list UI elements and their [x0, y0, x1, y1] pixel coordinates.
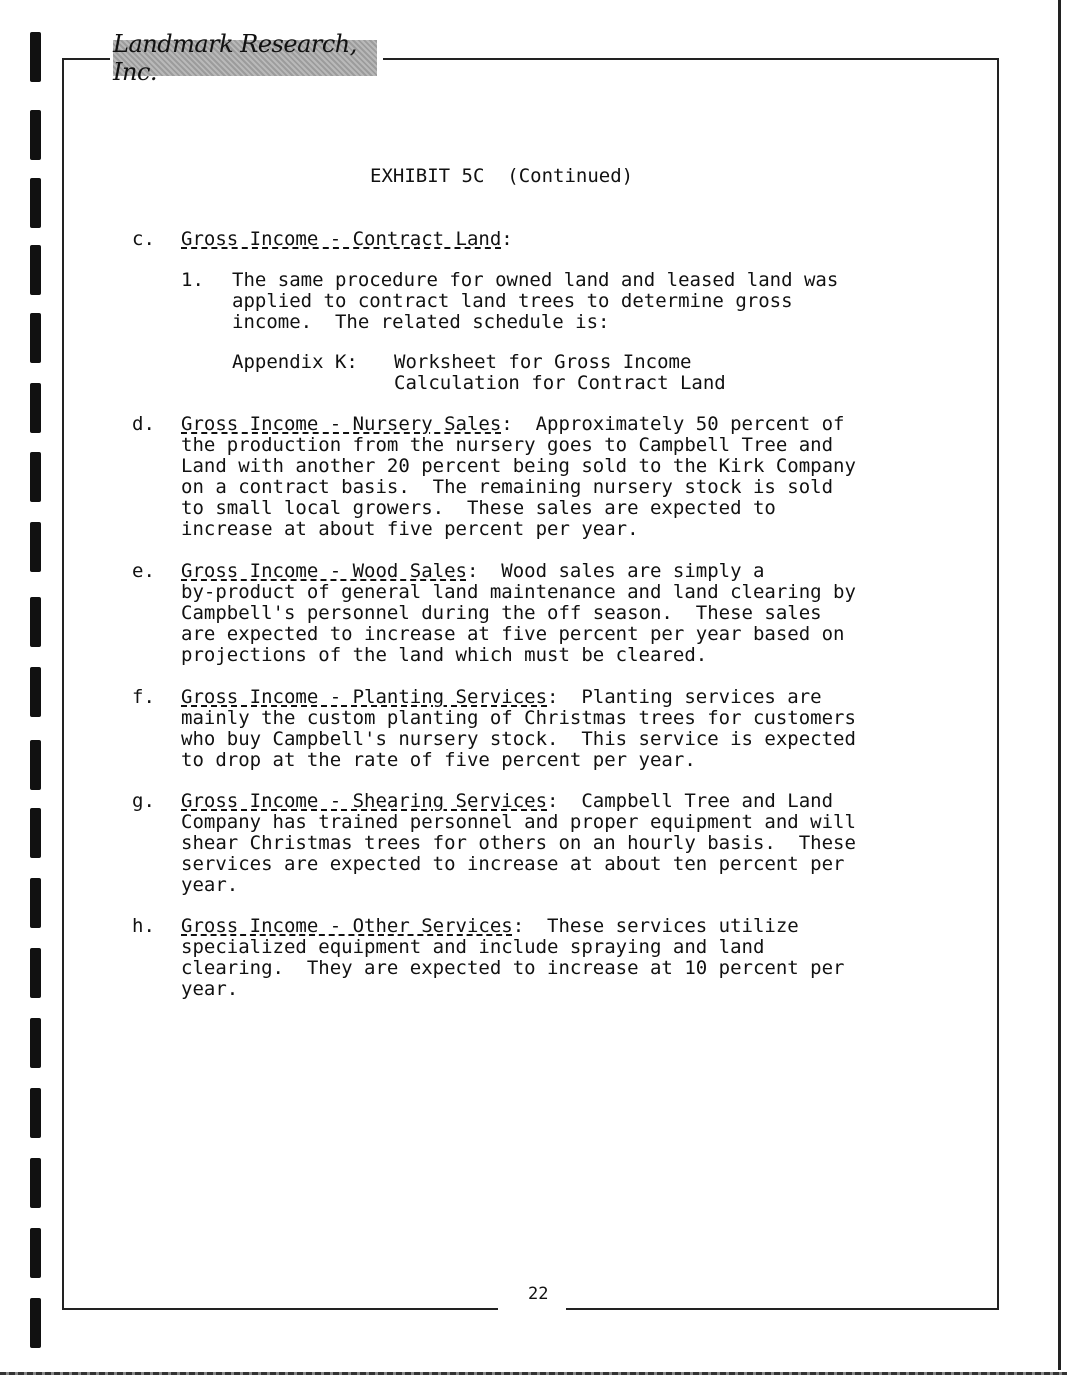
section-h-line: specialized equipment and include spraying and land [181, 936, 765, 958]
section-f-line: mainly the custom planting of Christmas trees for customers [181, 707, 856, 729]
section-g-heading: Gross Income - Shearing Services [181, 790, 548, 812]
section-e-heading: Gross Income - Wood Sales [181, 560, 467, 582]
frame-border [997, 58, 999, 1310]
section-h-line: clearing. They are expected to increase at 10 percent per [181, 957, 845, 979]
section-g-line: year. [181, 874, 239, 896]
section-h-first-line-rest: : These services utilize [512, 915, 799, 937]
section-c-item-line: The same procedure for owned land and leased land was [232, 269, 839, 291]
section-g-line: shear Christmas trees for others on an hourly basis. These [181, 832, 856, 854]
section-g-line: Company has trained personnel and proper equipment and will [181, 811, 856, 833]
page-number: 22 [528, 1284, 549, 1304]
frame-border [62, 58, 64, 1310]
section-marker-e: e. [132, 560, 155, 582]
section-f-first-line [181, 687, 822, 708]
binder-holes [30, 0, 44, 1380]
section-c-heading-line: Gross Income - Contract Land: [181, 228, 513, 250]
section-marker-f: f. [132, 686, 155, 708]
section-e-first-line [181, 561, 764, 582]
section-f-line: who buy Campbell's nursery stock. This service is expected [181, 728, 856, 750]
section-g-line: services are expected to increase at about ten percent per [181, 853, 845, 875]
page-edge-bottom [0, 1372, 1067, 1375]
frame-border [62, 1308, 498, 1310]
frame-border [383, 58, 999, 60]
section-d-heading: Gross Income - Nursery Sales [181, 413, 502, 435]
section-e-first-line-rest: : Wood sales are simply a [466, 560, 765, 582]
page-edge [1058, 0, 1061, 1370]
section-f-heading: Gross Income - Planting Services [181, 686, 548, 708]
exhibit-title: EXHIBIT 5C (Continued) [370, 165, 634, 187]
company-logo: Landmark Research, Inc. [113, 40, 377, 76]
section-c-item-number: 1. [181, 269, 204, 291]
section-h-line: year. [181, 978, 239, 1000]
section-d-line: Land with another 20 percent being sold to the Kirk Company [181, 455, 856, 477]
section-g-first-line [181, 791, 833, 812]
section-c-heading: Gross Income - Contract Land [181, 228, 502, 250]
section-f-first-line-rest: : Planting services are [547, 686, 822, 708]
frame-border [566, 1308, 999, 1310]
section-c-item-line: applied to contract land trees to determine gross [232, 290, 793, 312]
section-f-line: to drop at the rate of five percent per year. [181, 749, 696, 771]
section-d-first-line-rest: : Approximately 50 percent of [501, 413, 845, 435]
section-d-first-line [181, 414, 844, 435]
section-marker-c: c. [132, 228, 155, 250]
appendix-line: Worksheet for Gross Income [394, 351, 692, 373]
appendix-line: Calculation for Contract Land [394, 372, 726, 394]
section-h-heading: Gross Income - Other Services [181, 915, 513, 937]
section-marker-d: d. [132, 413, 155, 435]
section-e-line: are expected to increase at five percent per year based on [181, 623, 845, 645]
section-d-line: on a contract basis. The remaining nursery stock is sold [181, 476, 834, 498]
section-d-line: to small local growers. These sales are expected to [181, 497, 776, 519]
section-g-first-line-rest: : Campbell Tree and Land [547, 790, 834, 812]
section-c-item-line: income. The related schedule is: [232, 311, 610, 333]
section-e-line: Campbell's personnel during the off season. These sales [181, 602, 822, 624]
frame-border [62, 58, 110, 60]
section-e-line: by-product of general land maintenance and land clearing by [181, 581, 856, 603]
section-d-line: the production from the nursery goes to Campbell Tree and [181, 434, 834, 456]
section-e-line: projections of the land which must be cleared. [181, 644, 708, 666]
section-h-first-line [181, 916, 799, 937]
appendix-label: Appendix K: [232, 351, 358, 373]
section-d-line: increase at about five percent per year. [181, 518, 639, 540]
section-marker-h: h. [132, 915, 155, 937]
section-marker-g: g. [132, 790, 155, 812]
